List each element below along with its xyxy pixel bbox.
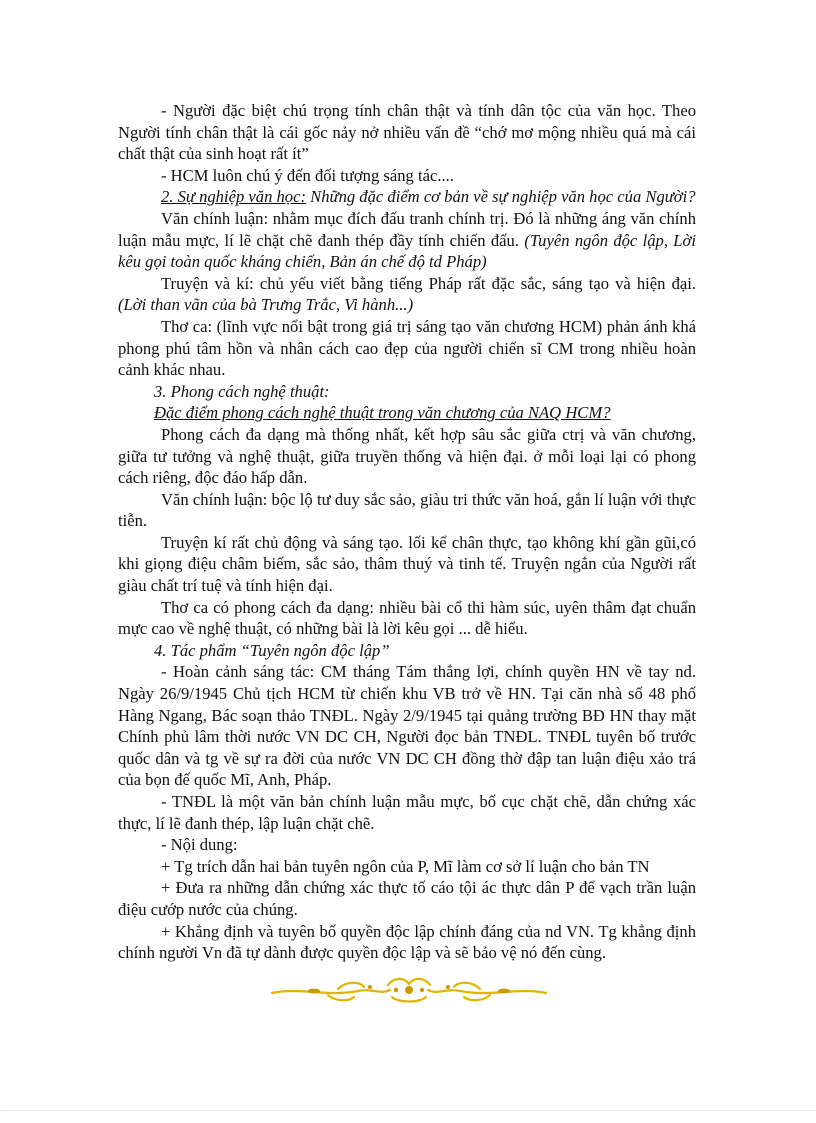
paragraph-stories (118, 273, 696, 316)
paragraph-story-style: Truyện kí rất chủ động và sáng tạo. lối kể chân thực, tạo không khí gần gũi,có khi giọng điệu châm biếm, sắc sảo, thâm thuý và tinh tế. Truyện ngắn của Người rất giàu chất trí tuệ và tính hiện đại. (118, 532, 696, 596)
paragraph-prose-style: Văn chính luận: bộc lộ tư duy sắc sảo, giàu tri thức văn hoá, gắn lí luận với thực tiễn. (118, 489, 696, 531)
paragraph-audience: - HCM luôn chú ý đến đối tượng sáng tác.... (161, 165, 454, 185)
political-prose-works: (Tuyên ngôn độc lập, Lời kêu gọi toàn quốc kháng chiến, Bản án chế độ td Pháp) (118, 230, 696, 272)
section-question-style-text: Đặc điểm phong cách nghệ thuật trong văn chương của NAQ HCM? (154, 403, 611, 423)
stories-text: Truyện và kí: chủ yếu viết bằng tiếng Pháp rất đặc sắc, sáng tạo và hiện đại. (161, 273, 696, 293)
paragraph-political-prose (118, 208, 696, 273)
paragraph-poetry-style: Thơ ca có phong cách đa dạng: nhiều bài cổ thi hàm súc, uyên thâm đạt chuẩn mực cao về nghệ thuật, có những bài là lời kêu gọi ... dễ hiểu. (118, 597, 696, 639)
section-heading-style: 3. Phong cách nghệ thuật: (154, 381, 330, 401)
paragraph-model-text: - TNĐL là một văn bản chính luận mẫu mực, bố cục chặt chẽ, dẫn chứng xác thực, lí lẽ đanh thép, lập luận chặt chẽ. (118, 792, 696, 833)
section-heading-career (118, 186, 696, 208)
stories-works: (Lời than vãn của bà Trưng Trắc, Vi hành...) (118, 295, 414, 315)
list-item-evidence: + Đưa ra những dẫn chứng xác thực tố cáo tội ác thực dân P để vạch trần luận điệu cướp nước của chúng. (118, 878, 696, 919)
paragraph-context: - Hoàn cảnh sáng tác: CM tháng Tám thắng lợi, chính quyền HN về tay nd. Ngày 26/9/1945 Chủ tịch HCM từ chiến khu VB trở về HN. Tại căn nhà số 48 phố Hàng Ngang, Bác soạn thảo TNĐL. Ngày 2/9/1945 tại quảng trường BĐ HN thay mặt Chính phủ lâm thời nước VN DC CH, Người đọc bản TNĐL. TNĐL tuyên bố trước quốc dân và tg về sự ra đời của nước VN DC CH đồng thờ đập tan luận điệu xảo trá của bọn đế quốc Mĩ, Anh, Pháp. (118, 662, 696, 790)
gold-floral-divider-icon (268, 975, 550, 1005)
paragraph-poetry: Thơ ca: (lĩnh vực nổi bật trong giá trị sáng tạo văn chương HCM) phản ánh khá phong phú tâm hồn và nhân cách cao đẹp của người chiến sĩ CM trong nhiều hoàn cảnh khác nhau. (118, 316, 696, 380)
document-body (118, 100, 696, 964)
paragraph-content-label: - Nội dung: (161, 835, 238, 855)
section-question-style (118, 402, 696, 424)
list-item-citation: + Tg trích dẫn hai bản tuyên ngôn của P, Mĩ làm cơ sở lí luận cho bản TN (161, 856, 650, 876)
section-heading-career-title: 2. Sự nghiệp văn học: (161, 187, 306, 207)
footer-divider (0, 1110, 816, 1111)
political-prose-text: Văn chính luận: nhằm mục đích đấu tranh chính trị. Đó là những áng văn chính luận mẫu mực, lí lẽ chặt chẽ đanh thép đầy tính chiến đấu. (118, 208, 696, 250)
list-item-affirmation: + Khẳng định và tuyên bố quyền độc lập chính đáng của nd VN. Tg khẳng định chính người Vn đã tự dành được quyền độc lập và sẽ bảo vệ nó đến cùng. (118, 921, 696, 963)
section-heading-career-question: Những đặc điểm cơ bản về sự nghiệp văn học của Người? (306, 187, 696, 207)
paragraph-diverse-style: Phong cách đa dạng mà thống nhất, kết hợp sâu sắc giữa ctrị và văn chương, giữa tư tưởng và nghệ thuật, giữa truyền thống và hiện đại. ở mỗi loại lại có phong cách riêng, độc đáo hấp dẫn. (118, 424, 696, 488)
paragraph-authenticity: - Người đặc biệt chú trọng tính chân thật và tính dân tộc của văn học. Theo Người tính chân thật là cái gốc nảy nở nhiều vấn đề “chớ mơ mộng nhiều quá mà cái chất thật của sinh hoạt rất ít” (118, 101, 696, 164)
section-heading-declaration: 4. Tác phẩm “Tuyên ngôn độc lập” (154, 640, 390, 660)
